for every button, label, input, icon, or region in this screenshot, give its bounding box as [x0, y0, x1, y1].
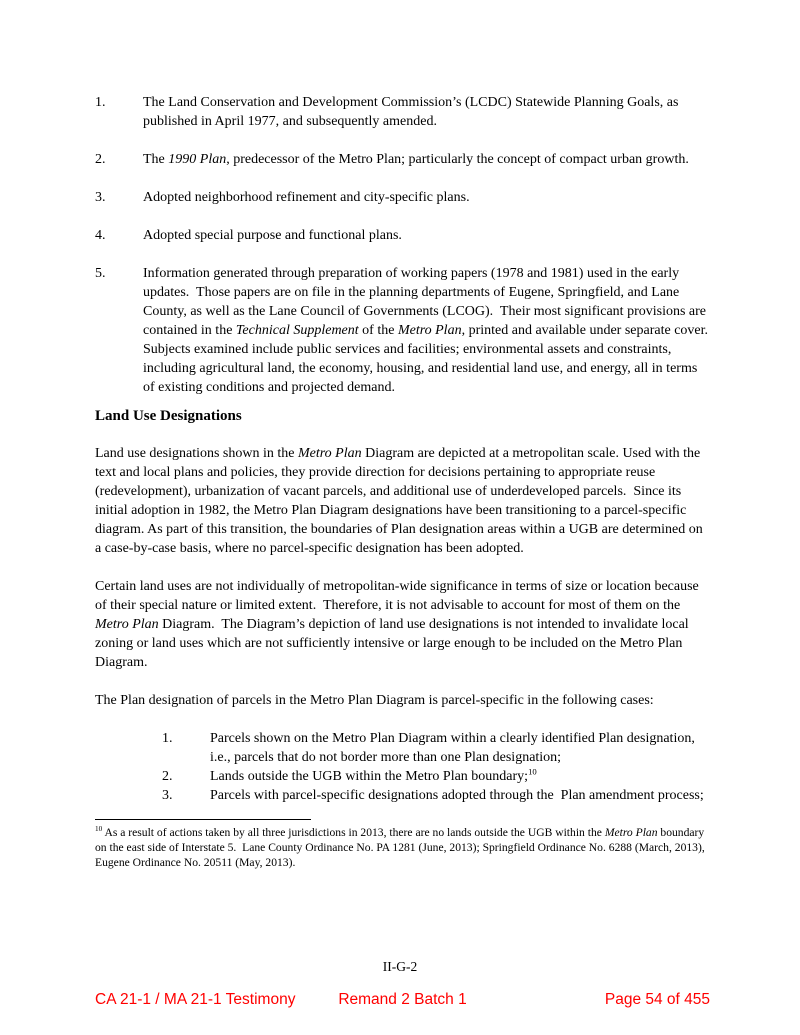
list-item: [162, 767, 710, 786]
page-number-label: II-G-2: [382, 959, 418, 974]
stamp-batch-label: Remand 2 Batch 1: [338, 991, 467, 1008]
list-item: [95, 150, 710, 169]
list-item: [95, 226, 710, 245]
list-item-text: Information generated through preparation of working papers (1978 and 1981) used in the early updates. Those papers are on file in the planning departments of Eugene, Springfield, and Lane County, as well as the Lane Council of Governments (LCOG). Their most significant provisions are contained in the Technical Supplement of the Metro Plan, printed and available under separate cover. Subjects examined include public services and facilities; environmental assets and constraints, including agricultural land, the economy, housing, and residential land use, and energy, all in terms of existing conditions and projected demand.: [143, 266, 716, 395]
list-item-text: Parcels shown on the Metro Plan Diagram within a clearly identified Plan designation, i.e., parcels that do not border more than one Plan designation;: [210, 731, 699, 765]
list-item-text: The 1990 Plan, predecessor of the Metro Plan; particularly the concept of compact urban growth.: [143, 152, 689, 167]
stamp-case-label: CA 21-1 / MA 21-1 Testimony: [95, 991, 296, 1008]
list-item-text: The Land Conservation and Development Commission’s (LCDC) Statewide Planning Goals, as published in April 1977, and subsequently amended.: [143, 95, 682, 129]
list-item-number: 2.: [95, 152, 106, 167]
list-item-number: 1.: [95, 95, 106, 110]
stamp-page-count-label: Page 54 of 455: [604, 991, 711, 1008]
footnote-text: $^{10}$ As a result of actions taken by all three jurisdictions in 2013, there are no lands outside the UGB within the Metro Plan boundary on the east side of Interstate 5. Lane County Ordinance No. PA 1281 (June, 2013); Springfield Ordinance No. 6288 (March, 2013), Eugene Ordinance No. 20511 (May, 2013).: [95, 825, 708, 869]
cases-numbered-list: [162, 729, 710, 805]
document-content: [95, 93, 716, 870]
list-item-text: Lands outside the UGB within the Metro Plan boundary;$^{10}$: [210, 766, 537, 784]
list-item-text: Adopted neighborhood refinement and city-specific plans.: [143, 190, 470, 205]
paragraph: Land use designations shown in the Metro Plan Diagram are depicted at a metropolitan scale. Used with the text and local plans and policies, they provide direction for decisions pertaining to appropriate reuse (redevelopment), urbanization of vacant parcels, and additional use of underdeveloped parcels. Since its initial adoption in 1982, the Metro Plan Diagram designations have been transitioning to a parcel-specific diagram. As part of this transition, the boundaries of Plan designation areas within a UGB are determined on a case-by-case basis, where no parcel-specific designation has been adopted.: [95, 446, 707, 556]
list-item-number: 1.: [162, 731, 173, 746]
list-item-number: 2.: [162, 769, 173, 784]
footnote-separator-rule: [95, 819, 311, 820]
paragraph: Certain land uses are not individually of metropolitan-wide significance in terms of size or location because of their special nature or limited extent. Therefore, it is not advisable to account for most of them on the Metro Plan Diagram. The Diagram’s depiction of land use designations is not intended to invalidate local zoning or land uses which are not sufficiently intensive or large enough to be included on the Metro Plan Diagram.: [95, 579, 703, 670]
list-item-text: Parcels with parcel-specific designations adopted through the Plan amendment process;: [210, 788, 704, 803]
stamp-bar: [95, 991, 710, 1009]
intro-numbered-list: [95, 93, 716, 397]
list-item-text: Adopted special purpose and functional plans.: [143, 228, 402, 243]
list-item: [95, 188, 710, 207]
footnote: [95, 819, 710, 870]
list-item-number: 3.: [162, 788, 173, 803]
paragraph: The Plan designation of parcels in the Metro Plan Diagram is parcel-specific in the following cases:: [95, 693, 654, 708]
section-heading: Land Use Designations: [95, 408, 242, 424]
list-item: [162, 729, 710, 767]
list-item: [95, 93, 710, 131]
list-item-number: 3.: [95, 190, 106, 205]
list-item: [95, 264, 716, 397]
list-item-number: 4.: [95, 228, 106, 243]
list-item-number: 5.: [95, 266, 106, 281]
list-item: [162, 786, 710, 805]
